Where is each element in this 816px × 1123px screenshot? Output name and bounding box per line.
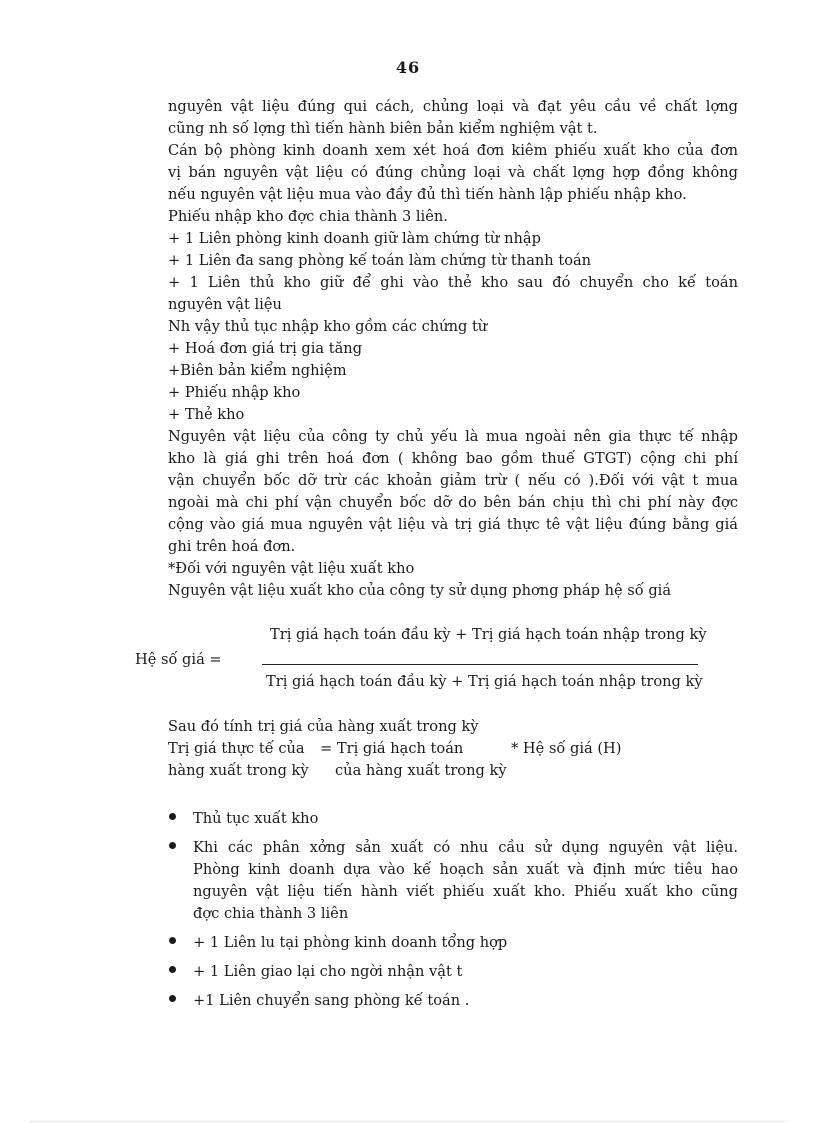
bullet-line: + 1 Liên giao lại cho ngời nhận vật t: [193, 963, 463, 980]
body-text: [168, 96, 738, 602]
text-line: + 1 Liên phòng kinh doanh giữ làm chứng từ nhập: [168, 230, 541, 247]
bullet-text: [193, 837, 738, 925]
calculation-term: của hàng xuất trong kỳ: [335, 762, 507, 779]
bullet-text: [193, 990, 738, 1012]
bullet-item: [0, 837, 816, 925]
calculation-row: [168, 760, 728, 782]
text-line: Nh vậy thủ tục nhập kho gồm các chứng từ: [168, 318, 488, 335]
bullet-item: [0, 990, 816, 1012]
text-line: ngoài mà chi phí vận chuyển bốc dỡ do bên bán chịu thì chi phí này đợc: [168, 494, 738, 511]
bullet-line: + 1 Liên lu tại phòng kinh doanh tổng hợp: [193, 934, 508, 951]
price-coefficient-formula: [0, 622, 816, 697]
text-line: +Biên bản kiểm nghiệm: [168, 362, 347, 379]
bullet-item: [0, 961, 816, 983]
bullet-line: Thủ tục xuất kho: [193, 810, 319, 827]
bullet-icon: [169, 937, 176, 944]
text-line: nếu nguyên vật liệu mua vào đầy đủ thì tiến hành lập phiếu nhập kho.: [168, 186, 687, 203]
page-bottom-rule: [30, 1121, 786, 1122]
calculation-term: * Hệ số giá (H): [511, 740, 622, 757]
formula-label: Hệ số giá =: [135, 651, 222, 668]
page-number: 46: [395, 58, 421, 77]
text-line: cộng vào giá mua nguyên vật liệu và trị giá thực tê vật liệu đúng bằng giá: [168, 516, 738, 533]
bullet-text: [193, 961, 738, 983]
text-line: Cán bộ phòng kinh doanh xem xét hoá đơn kiêm phiếu xuất kho của đơn: [168, 142, 738, 159]
calculation-term: hàng xuất trong kỳ: [168, 762, 309, 779]
text-line: nguyên vật liệu: [168, 296, 282, 313]
text-line: vận chuyển bốc dỡ trừ các khoản giảm trừ ( nếu có ).Đối với vật t mua: [168, 472, 738, 489]
text-line: + 1 Liên đa sang phòng kế toán làm chứng từ thanh toán: [168, 252, 592, 269]
text-line: kho là giá ghi trên hoá đơn ( không bao gồm thuế GTGT) cộng chi phí: [168, 450, 738, 467]
calculation-term: Trị giá thực tế của: [168, 740, 305, 757]
text-line: Phiếu nhập kho đợc chia thành 3 liên.: [168, 208, 448, 225]
bullet-line: Khi các phân xởng sản xuất có nhu cầu sử dụng nguyên vật liệu.: [193, 839, 738, 856]
bullet-text: [193, 932, 738, 954]
calculation-term: = Trị giá hạch toán: [320, 740, 464, 757]
calculation-row: [168, 738, 728, 760]
bullet-icon: [169, 813, 176, 820]
text-line: *Đối với nguyên vật liệu xuất kho: [168, 560, 415, 577]
text-line: cũng nh số lợng thì tiến hành biên bản kiểm nghiệm vật t.: [168, 120, 598, 137]
text-line: ghi trên hoá đơn.: [168, 538, 296, 555]
fraction-bar: [262, 664, 698, 665]
text-line: + Hoá đơn giá trị gia tăng: [168, 340, 363, 357]
bullet-icon: [169, 995, 176, 1002]
bullet-line: nguyên vật liệu tiến hành viết phiếu xuất kho. Phiếu xuất kho cũng: [193, 883, 738, 900]
bullet-line: +1 Liên chuyển sang phòng kế toán .: [193, 992, 470, 1009]
text-line: + 1 Liên thủ kho giữ để ghi vào thẻ kho sau đó chuyển cho kế toán: [168, 274, 738, 291]
text-line: vị bán nguyên vật liệu có đúng chủng loại và chất lợng hợp đồng không: [168, 164, 738, 181]
bullet-icon: [169, 966, 176, 973]
bullet-line: đợc chia thành 3 liên: [193, 905, 349, 922]
text-line: + Thẻ kho: [168, 406, 245, 423]
text-line: + Phiếu nhập kho: [168, 384, 301, 401]
bullet-line: Phòng kinh doanh dựa vào kế hoạch sản xuất và định mức tiêu hao: [193, 861, 738, 878]
calculation-intro: Sau đó tính trị giá của hàng xuất trong kỳ: [168, 718, 479, 735]
bullet-list: [0, 808, 816, 1019]
bullet-item: [0, 932, 816, 954]
text-line: Nguyên vật liệu xuất kho của công ty sử dụng phơng pháp hệ số giá: [168, 582, 672, 599]
text-line: nguyên vật liệu đúng qui cách, chủng loại và đạt yêu cầu về chất lợng: [168, 98, 738, 115]
bullet-icon: [169, 842, 176, 849]
formula-denominator: Trị giá hạch toán đầu kỳ + Trị giá hạch toán nhập trong kỳ: [266, 673, 703, 690]
text-line: Nguyên vật liệu của công ty chủ yếu là mua ngoài nên gia thực tế nhập: [168, 428, 738, 445]
bullet-text: [193, 808, 738, 830]
formula-numerator: Trị giá hạch toán đầu kỳ + Trị giá hạch toán nhập trong kỳ: [270, 626, 707, 643]
bullet-item: [0, 808, 816, 830]
export-value-calculation: [168, 716, 728, 782]
